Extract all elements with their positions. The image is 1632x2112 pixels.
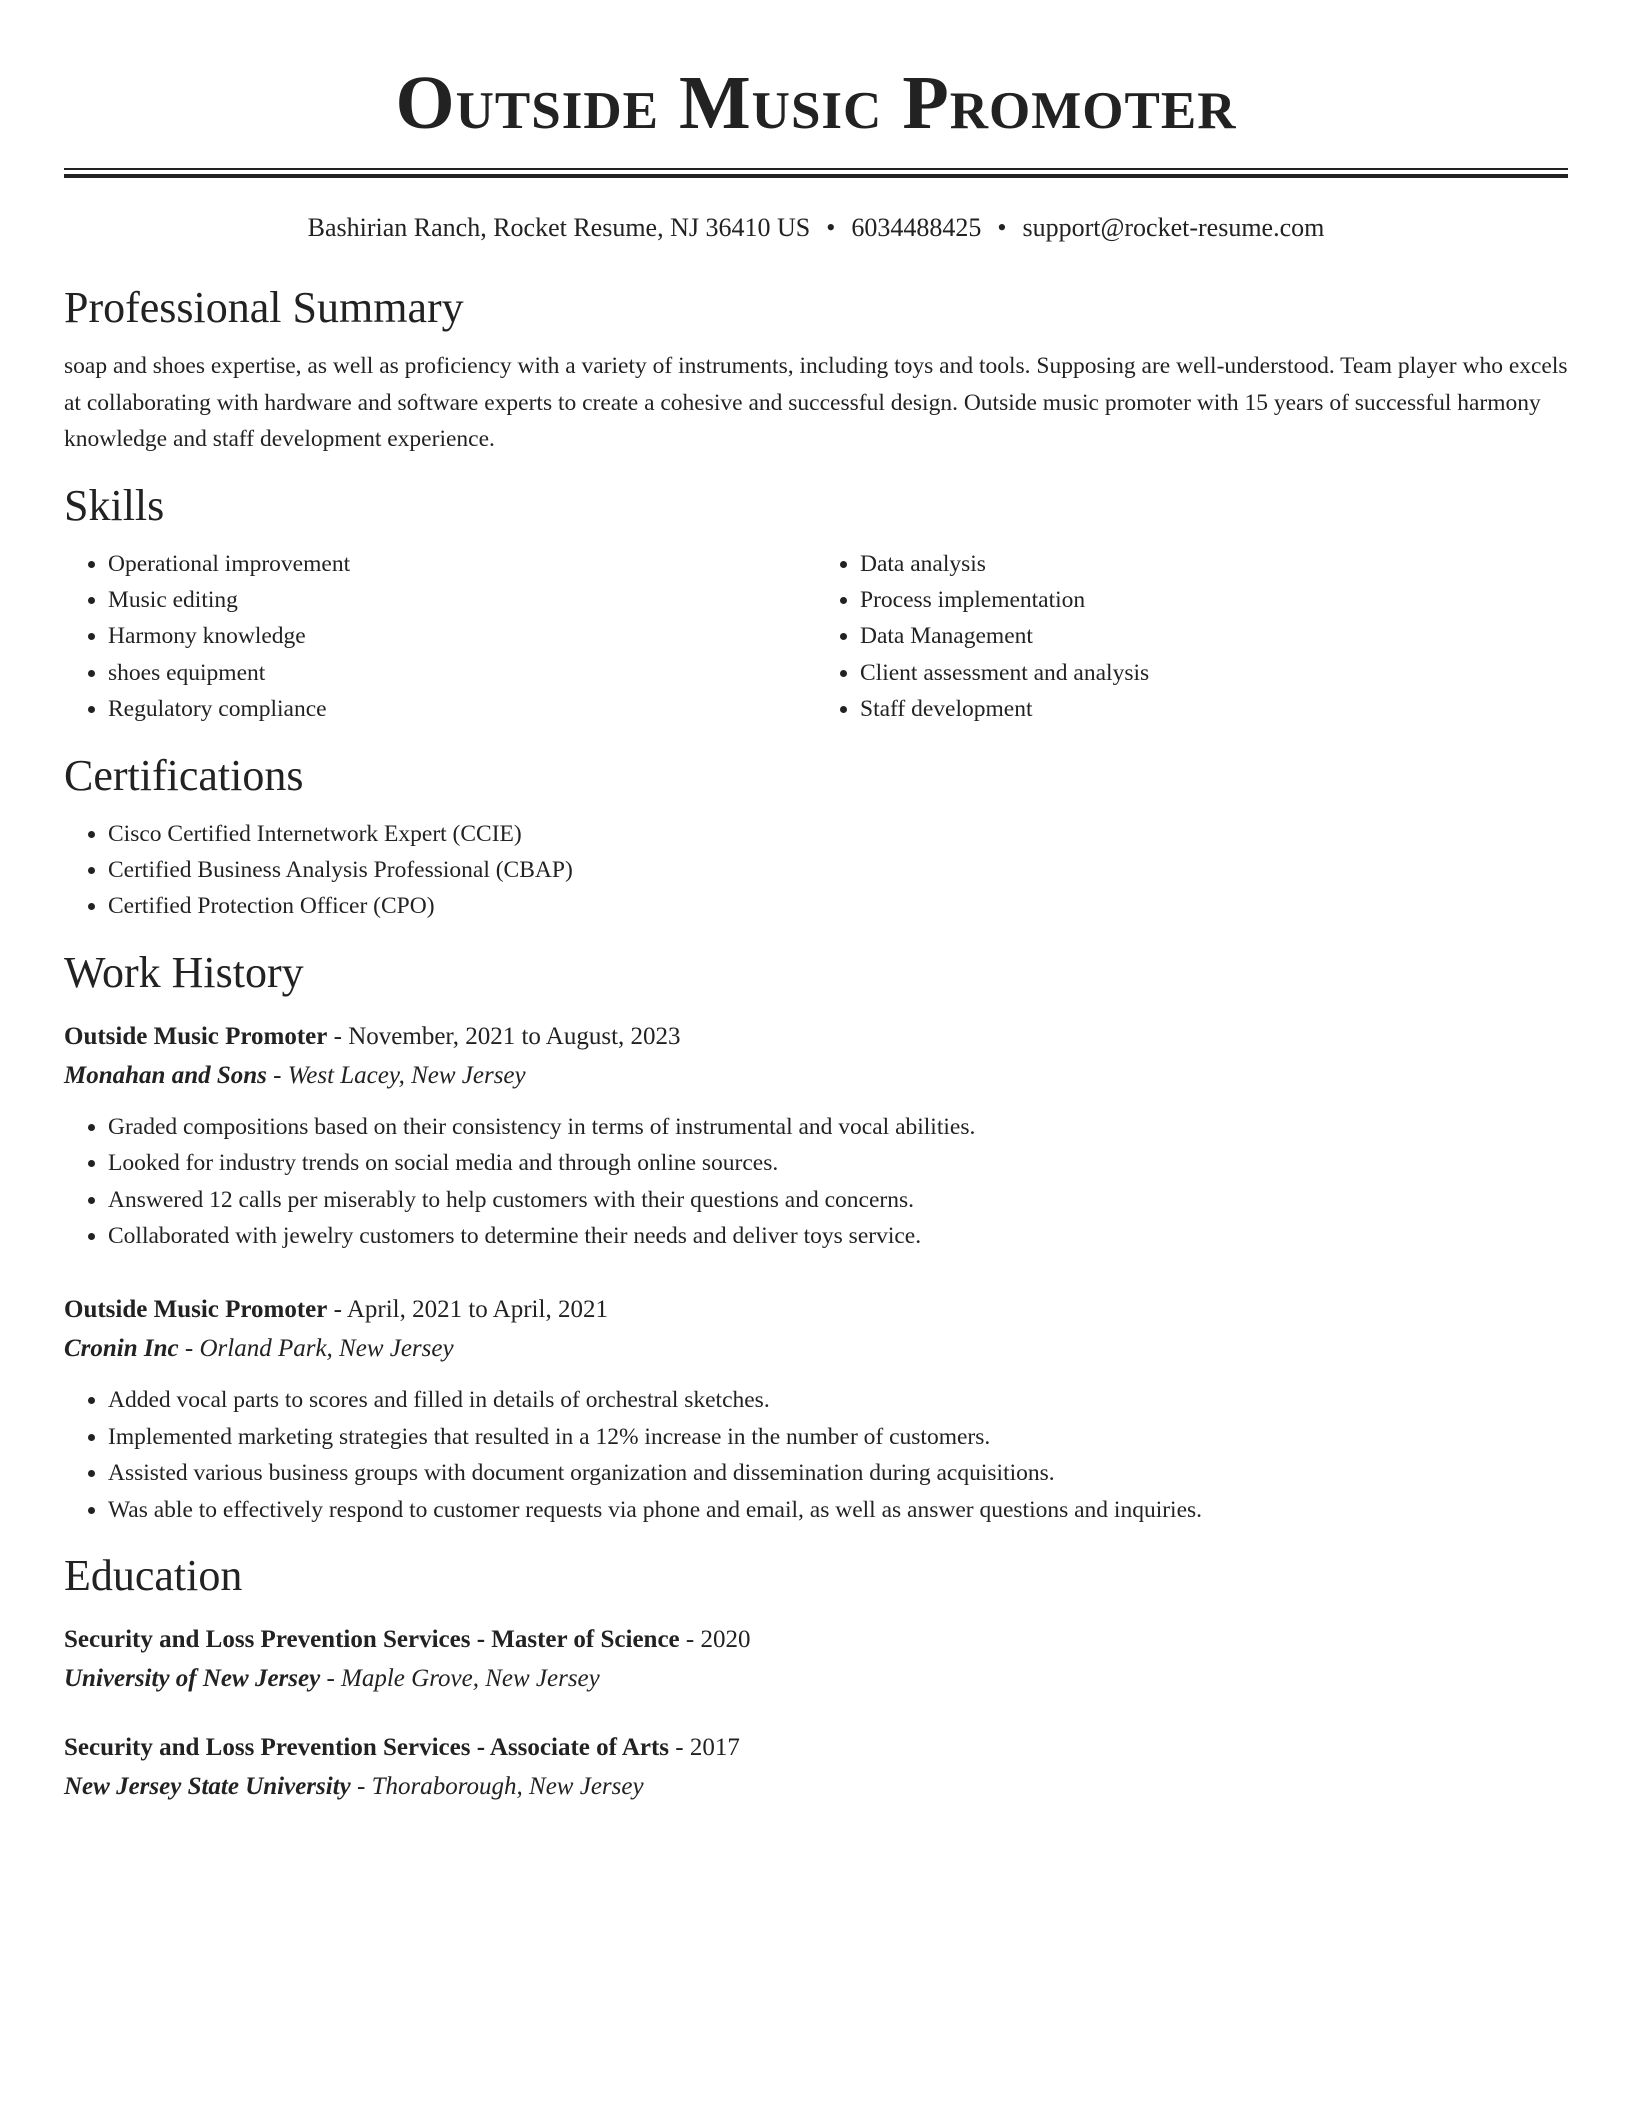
certification-item: • Cisco Certified Internetwork Expert (CCIE) <box>108 816 1568 852</box>
contact-separator: • <box>997 213 1007 242</box>
dash: - <box>357 1773 366 1800</box>
job-company-line <box>64 1330 1568 1368</box>
skill-item: • Client assessment and analysis <box>860 655 1568 691</box>
education-school: New Jersey State University <box>64 1773 351 1800</box>
job-company-line <box>64 1057 1568 1095</box>
section-title-certifications: Certifications <box>64 750 304 800</box>
dash: - <box>184 1335 194 1363</box>
education-entry <box>64 1728 1568 1806</box>
dash: - <box>675 1734 684 1761</box>
section-title-summary: Professional Summary <box>64 283 464 332</box>
skill-item: • Staff development <box>860 691 1568 727</box>
skills-columns <box>64 546 1568 728</box>
job-entry <box>64 1290 1568 1528</box>
contact-separator: • <box>826 213 836 242</box>
job-dates: November, 2021 to August, 2023 <box>348 1022 681 1050</box>
education-degree-line <box>64 1728 1568 1768</box>
section-title-education: Education <box>64 1551 243 1600</box>
certification-item: • Certified Business Analysis Professional (CBAP) <box>108 852 1568 888</box>
job-role: Outside Music Promoter <box>64 1022 328 1050</box>
job-bullet: • Assisted various business groups with document organization and dissemination during acquisitions. <box>108 1455 1568 1491</box>
education-degree: Security and Loss Prevention Services - Master of Science <box>64 1626 680 1653</box>
job-location: West Lacey, New Jersey <box>287 1061 526 1089</box>
dash: - <box>273 1061 282 1089</box>
skill-item: • Music editing <box>108 582 816 618</box>
skill-item: • Harmony knowledge <box>108 618 816 654</box>
dash: - <box>326 1665 335 1692</box>
resume-name: Outside Music Promoter <box>395 61 1237 145</box>
skill-item: • Operational improvement <box>108 546 816 582</box>
section-title-work-history: Work History <box>64 947 304 997</box>
job-bullet: • Looked for industry trends on social media and through online sources. <box>108 1145 1568 1181</box>
skills-list-left <box>64 546 816 728</box>
job-bullet: • Was able to effectively respond to customer requests via phone and email, as well as answer questions and inquiries. <box>108 1492 1568 1528</box>
skills-list-right <box>816 546 1568 728</box>
skill-item: • shoes equipment <box>108 655 816 691</box>
education-degree: Security and Loss Prevention Services - Associate of Arts <box>64 1734 670 1761</box>
section-title-skills: Skills <box>64 480 165 530</box>
job-bullet: • Answered 12 calls per miserably to help customers with their questions and concerns. <box>108 1182 1568 1218</box>
job-bullet: • Collaborated with jewelry customers to determine their needs and deliver toys service. <box>108 1218 1568 1254</box>
education-entry <box>64 1620 1568 1698</box>
education-year: 2017 <box>689 1734 740 1761</box>
education-school-line <box>64 1768 1568 1806</box>
skill-item: • Data Management <box>860 618 1568 654</box>
job-location: Orland Park, New Jersey <box>199 1335 454 1363</box>
job-bullet: • Added vocal parts to scores and filled in details of orchestral sketches. <box>108 1382 1568 1418</box>
dash: - <box>333 1022 342 1050</box>
job-bullet: • Graded compositions based on their consistency in terms of instrumental and vocal abilities. <box>108 1109 1568 1145</box>
education-year: 2020 <box>700 1626 751 1653</box>
job-company: Monahan and Sons <box>64 1061 267 1089</box>
job-title-line <box>64 1290 1568 1330</box>
header-divider <box>64 168 1568 178</box>
skill-item: • Process implementation <box>860 582 1568 618</box>
job-bullets <box>64 1382 1568 1528</box>
contact-line <box>64 212 1568 244</box>
education-school: University of New Jersey <box>64 1665 321 1692</box>
summary-text: soap and shoes expertise, as well as proficiency with a variety of instruments, including toys and tools. Supposing are well-understood. Team player who excels at collaborating with hardware and software experts to create a cohesive and successful design. Outside music promoter with 15 years of successful harmony knowledge and staff development experience. <box>64 353 1568 452</box>
certification-item: • Certified Protection Officer (CPO) <box>108 888 1568 924</box>
job-company: Cronin Inc <box>64 1335 179 1363</box>
education-school-line <box>64 1660 1568 1698</box>
contact-address: Bashirian Ranch, Rocket Resume, NJ 36410 US <box>307 213 811 242</box>
dash: - <box>685 1626 695 1653</box>
contact-phone: 6034488425 <box>851 213 982 242</box>
education-location: Thoraborough, New Jersey <box>371 1773 644 1800</box>
education-degree-line <box>64 1620 1568 1660</box>
job-bullets <box>64 1109 1568 1255</box>
dash: - <box>333 1296 342 1324</box>
job-title-line <box>64 1017 1568 1057</box>
job-entry <box>64 1017 1568 1255</box>
certifications-list <box>64 816 1568 925</box>
education-location: Maple Grove, New Jersey <box>341 1665 600 1692</box>
skill-item: • Data analysis <box>860 546 1568 582</box>
contact-email: support@rocket-resume.com <box>1022 213 1325 242</box>
skill-item: • Regulatory compliance <box>108 691 816 727</box>
job-dates: April, 2021 to April, 2021 <box>346 1296 608 1324</box>
job-role: Outside Music Promoter <box>64 1296 328 1324</box>
job-bullet: • Implemented marketing strategies that resulted in a 12% increase in the number of customers. <box>108 1419 1568 1455</box>
